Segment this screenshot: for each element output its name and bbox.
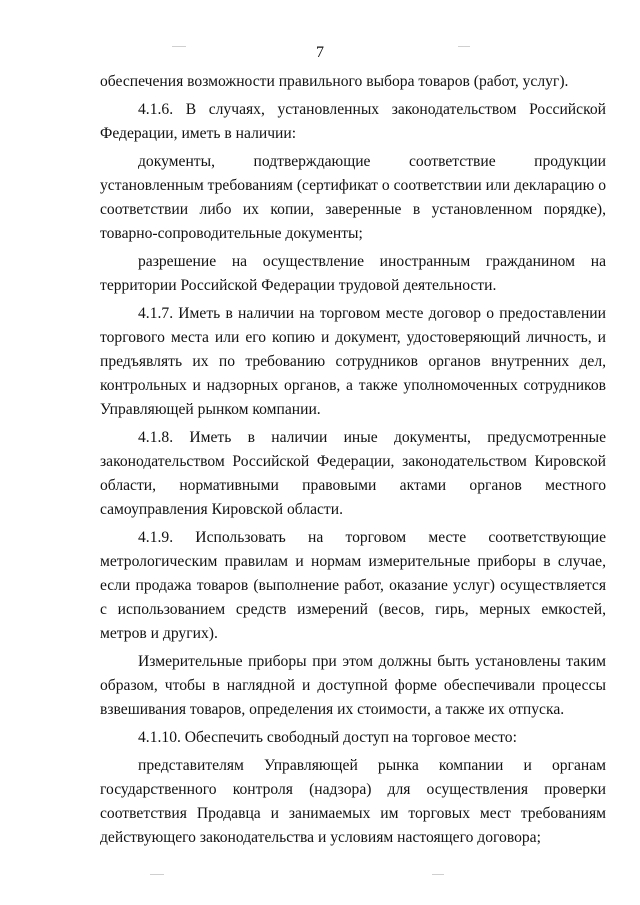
paragraph-permit: разрешение на осуществление иностранным гражданином на территории Российской Федерации трудовой деятельности. — [100, 253, 606, 294]
paragraph-continuation: обеспечения возможности правильного выбора товаров (работ, услуг). — [100, 73, 569, 90]
scan-artifact — [432, 874, 444, 875]
paragraph-4-1-6: 4.1.6. В случаях, установленных законодательством Российской Федерации, иметь в наличии: — [100, 101, 606, 142]
paragraph-4-1-7: 4.1.7. Иметь в наличии на торговом месте договор о предоставлении торгового места или его копию и документ, удостоверяющий личность, и предъявлять их по требованию сотрудников органов внутренних дел, контрольных и надзорных органов, а также уполномоченных сотрудников Управляющей рынком компании. — [100, 305, 606, 418]
paragraph-representatives: представителям Управляющей рынка компании и органам государственного контроля (надзора) для осуществления проверки соответствия Продавца и занимаемых им торговых мест требованиям действующего законодательства и условиям настоящего договора; — [100, 757, 606, 846]
paragraph-4-1-8: 4.1.8. Иметь в наличии иные документы, предусмотренные законодательством Российской Федерации, законодательством Кировской области, нормативными правовыми актами органов местного самоуправления Кировской области. — [100, 429, 606, 518]
paragraph-measuring-devices: Измерительные приборы при этом должны быть установлены таким образом, чтобы в наглядной и доступной форме обеспечивали процессы взвешивания товаров, определения их стоимости, а также их отпуска. — [100, 653, 606, 718]
page-number: 7 — [316, 44, 324, 61]
paragraph-4-1-10: 4.1.10. Обеспечить свободный доступ на торговое место: — [138, 729, 517, 746]
scan-artifact — [150, 874, 164, 875]
paragraph-documents: документы, подтверждающие соответствие продукции установленным требованиям (сертификат о соответствии или декларацию о соответствии либо их копии, заверенные в установленном порядке), товарно-сопроводительные документы; — [100, 153, 606, 242]
document-body — [100, 70, 606, 854]
paragraph-4-1-9: 4.1.9. Использовать на торговом месте соответствующие метрологическим правилам и нормам измерительные приборы в случае, если продажа товаров (выполнение работ, оказание услуг) осуществляется с использованием средств измерений (весов, гирь, мерных емкостей, метров и других). — [100, 529, 606, 642]
